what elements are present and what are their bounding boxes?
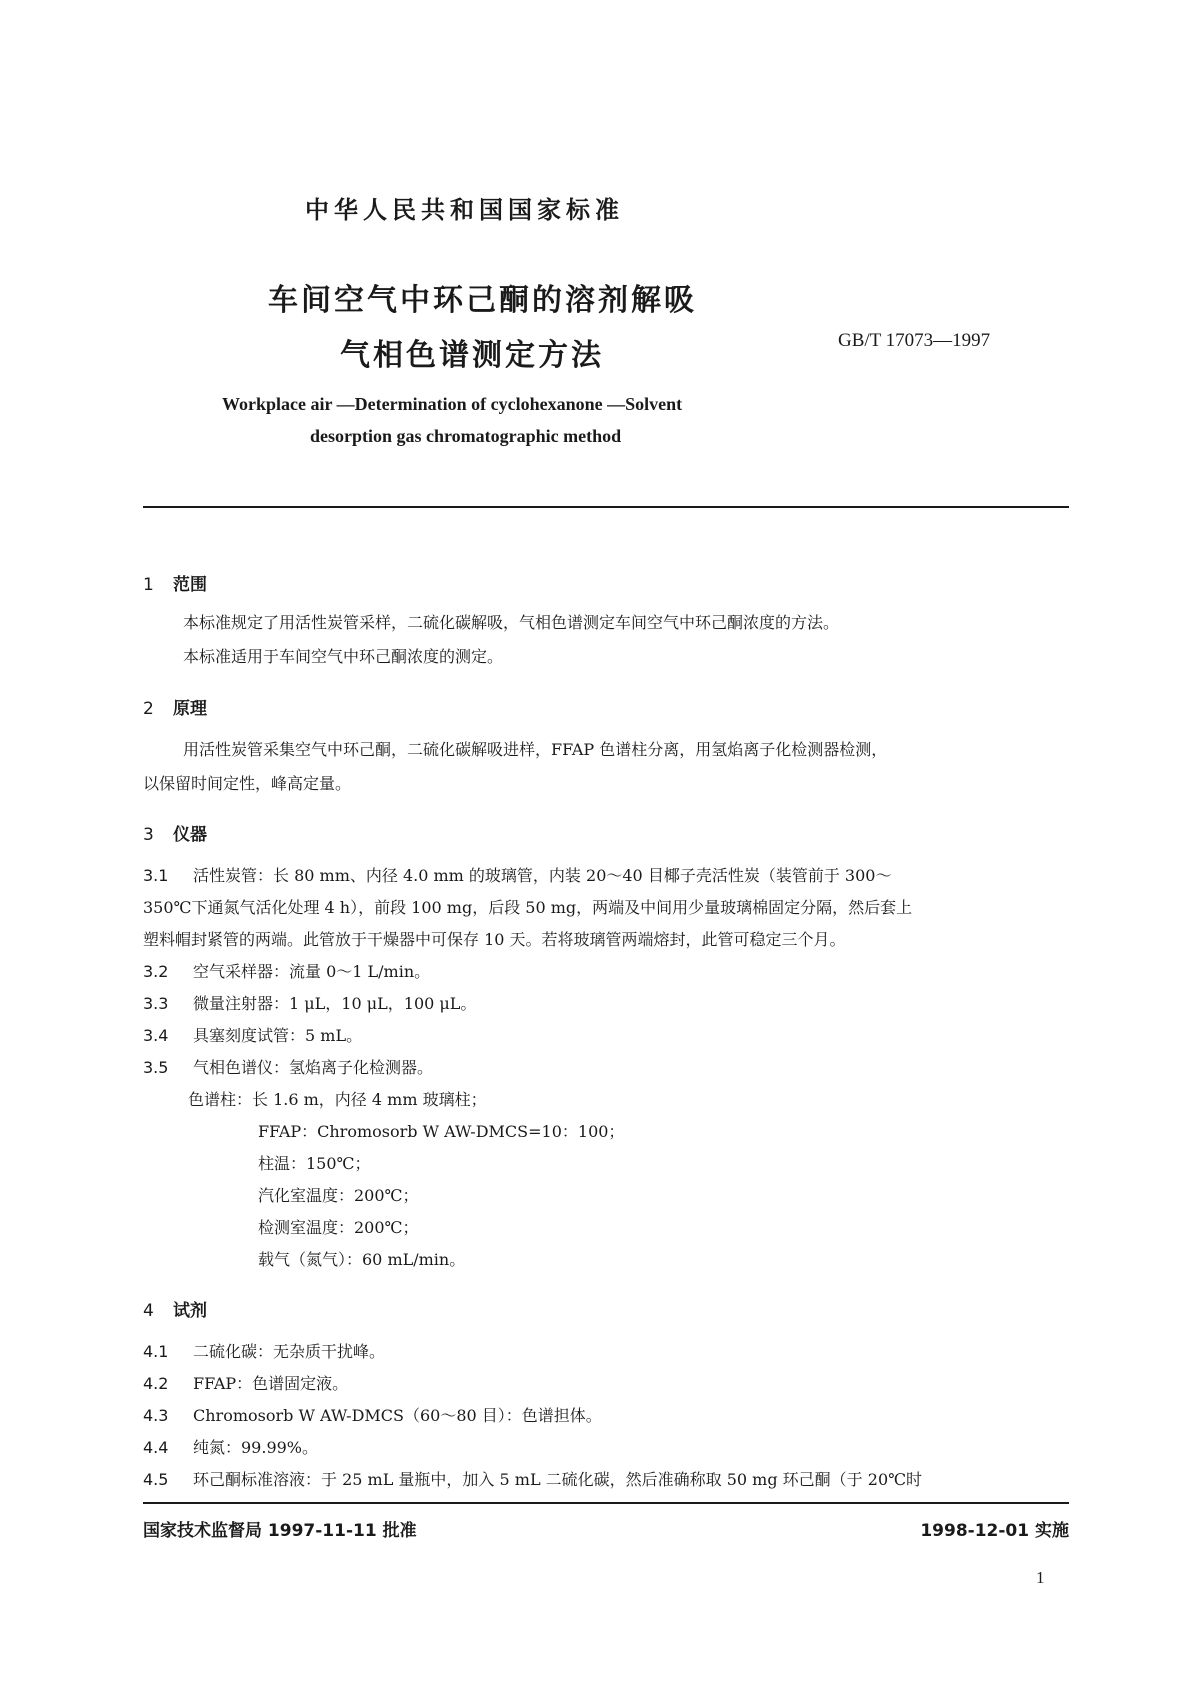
item-number: 3.2 [143, 962, 169, 981]
section-number: 4 [143, 1301, 154, 1321]
column-spec-line: 载气（氮气）：60 mL/min。 [258, 1250, 466, 1269]
paragraph: 350℃下通氮气活化处理 4 h），前段 100 mg，后段 50 mg，两端及中间用少量玻璃棉固定分隔，然后套上 [143, 898, 913, 917]
item-number: 4.2 [143, 1374, 169, 1393]
item-text: 空气采样器：流量 0～1 L/min。 [193, 962, 431, 981]
list-item [143, 1342, 385, 1362]
item-text: 气相色谱仪：氢焰离子化检测器。 [193, 1058, 434, 1077]
footer-divider [143, 1502, 1069, 1504]
item-text: 具塞刻度试管：5 mL。 [193, 1026, 363, 1045]
item-number: 4.3 [143, 1406, 169, 1425]
item-number: 3.1 [143, 866, 169, 885]
item-text: FFAP：色谱固定液。 [193, 1374, 349, 1393]
paragraph: 本标准规定了用活性炭管采样，二硫化碳解吸，气相色谱测定车间空气中环己酮浓度的方法。 [183, 613, 840, 632]
list-item [143, 1058, 433, 1078]
paragraph: 用活性炭管采集空气中环己酮，二硫化碳解吸进样，FFAP 色谱柱分离，用氢焰离子化检测器检测， [183, 740, 888, 759]
column-spec-line: 检测室温度：200℃； [258, 1218, 419, 1237]
list-item [143, 1374, 348, 1394]
list-item [143, 1026, 362, 1046]
section-heading-scope [143, 570, 207, 595]
section-number: 2 [143, 699, 154, 719]
section-number: 3 [143, 825, 154, 845]
section-title: 仪器 [173, 825, 207, 845]
english-title-line1: Workplace air —Determination of cyclohexanone —Solvent [222, 394, 683, 414]
paragraph: 以保留时间定性，峰高定量。 [143, 774, 352, 793]
item-number: 4.5 [143, 1470, 169, 1489]
paragraph: 色谱柱：长 1.6 m，内径 4 mm 玻璃柱； [188, 1090, 487, 1109]
list-item [143, 994, 476, 1014]
approval-date: 国家技术监督局 1997-11-11 批准 [143, 1521, 417, 1541]
national-standard-heading: 中华人民共和国国家标准 [305, 196, 624, 224]
page-number: 1 [1036, 1568, 1045, 1587]
list-item [143, 1438, 318, 1458]
list-item [143, 962, 430, 982]
document-title-line1: 车间空气中环己酮的溶剂解吸 [268, 283, 697, 318]
list-item [143, 1406, 602, 1426]
standard-number: GB/T 17073—1997 [838, 330, 991, 351]
item-text: 活性炭管：长 80 mm、内径 4.0 mm 的玻璃管，内装 20～40 目椰子壳活性炭（装管前于 300～ [193, 866, 892, 885]
english-title-line2: desorption gas chromatographic method [310, 426, 622, 446]
item-text: 二硫化碳：无杂质干扰峰。 [193, 1342, 386, 1361]
document-title-line2: 气相色谱测定方法 [340, 338, 604, 373]
item-text: 微量注射器：1 μL，10 μL，100 μL。 [193, 994, 477, 1013]
item-text: 纯氮：99.99%。 [193, 1438, 319, 1457]
column-spec-line: 柱温：150℃； [258, 1154, 371, 1173]
column-spec-line: 汽化室温度：200℃； [258, 1186, 419, 1205]
section-heading-reagents [143, 1296, 207, 1321]
item-number: 3.3 [143, 994, 169, 1013]
effective-date: 1998-12-01 实施 [920, 1521, 1069, 1541]
section-title: 原理 [173, 699, 207, 719]
section-title: 试剂 [173, 1301, 207, 1321]
list-item [143, 866, 891, 886]
list-item [143, 1470, 922, 1490]
column-spec-line: FFAP：Chromosorb W AW-DMCS=10：100； [258, 1122, 625, 1141]
section-heading-apparatus [143, 820, 207, 845]
item-number: 4.4 [143, 1438, 169, 1457]
section-title: 范围 [173, 575, 207, 595]
section-heading-principle [143, 694, 207, 719]
header-divider [143, 506, 1069, 508]
item-number: 3.5 [143, 1058, 169, 1077]
item-number: 4.1 [143, 1342, 169, 1361]
item-text: Chromosorb W AW-DMCS（60～80 目）：色谱担体。 [193, 1406, 602, 1425]
item-text: 环己酮标准溶液：于 25 mL 量瓶中，加入 5 mL 二硫化碳，然后准确称取 50 mg 环己酮（于 20℃时 [193, 1470, 923, 1489]
section-number: 1 [143, 575, 154, 595]
paragraph: 塑料帽封紧管的两端。此管放于干燥器中可保存 10 天。若将玻璃管两端熔封，此管可稳定三个月。 [143, 930, 846, 949]
item-number: 3.4 [143, 1026, 169, 1045]
paragraph: 本标准适用于车间空气中环己酮浓度的测定。 [183, 647, 504, 666]
